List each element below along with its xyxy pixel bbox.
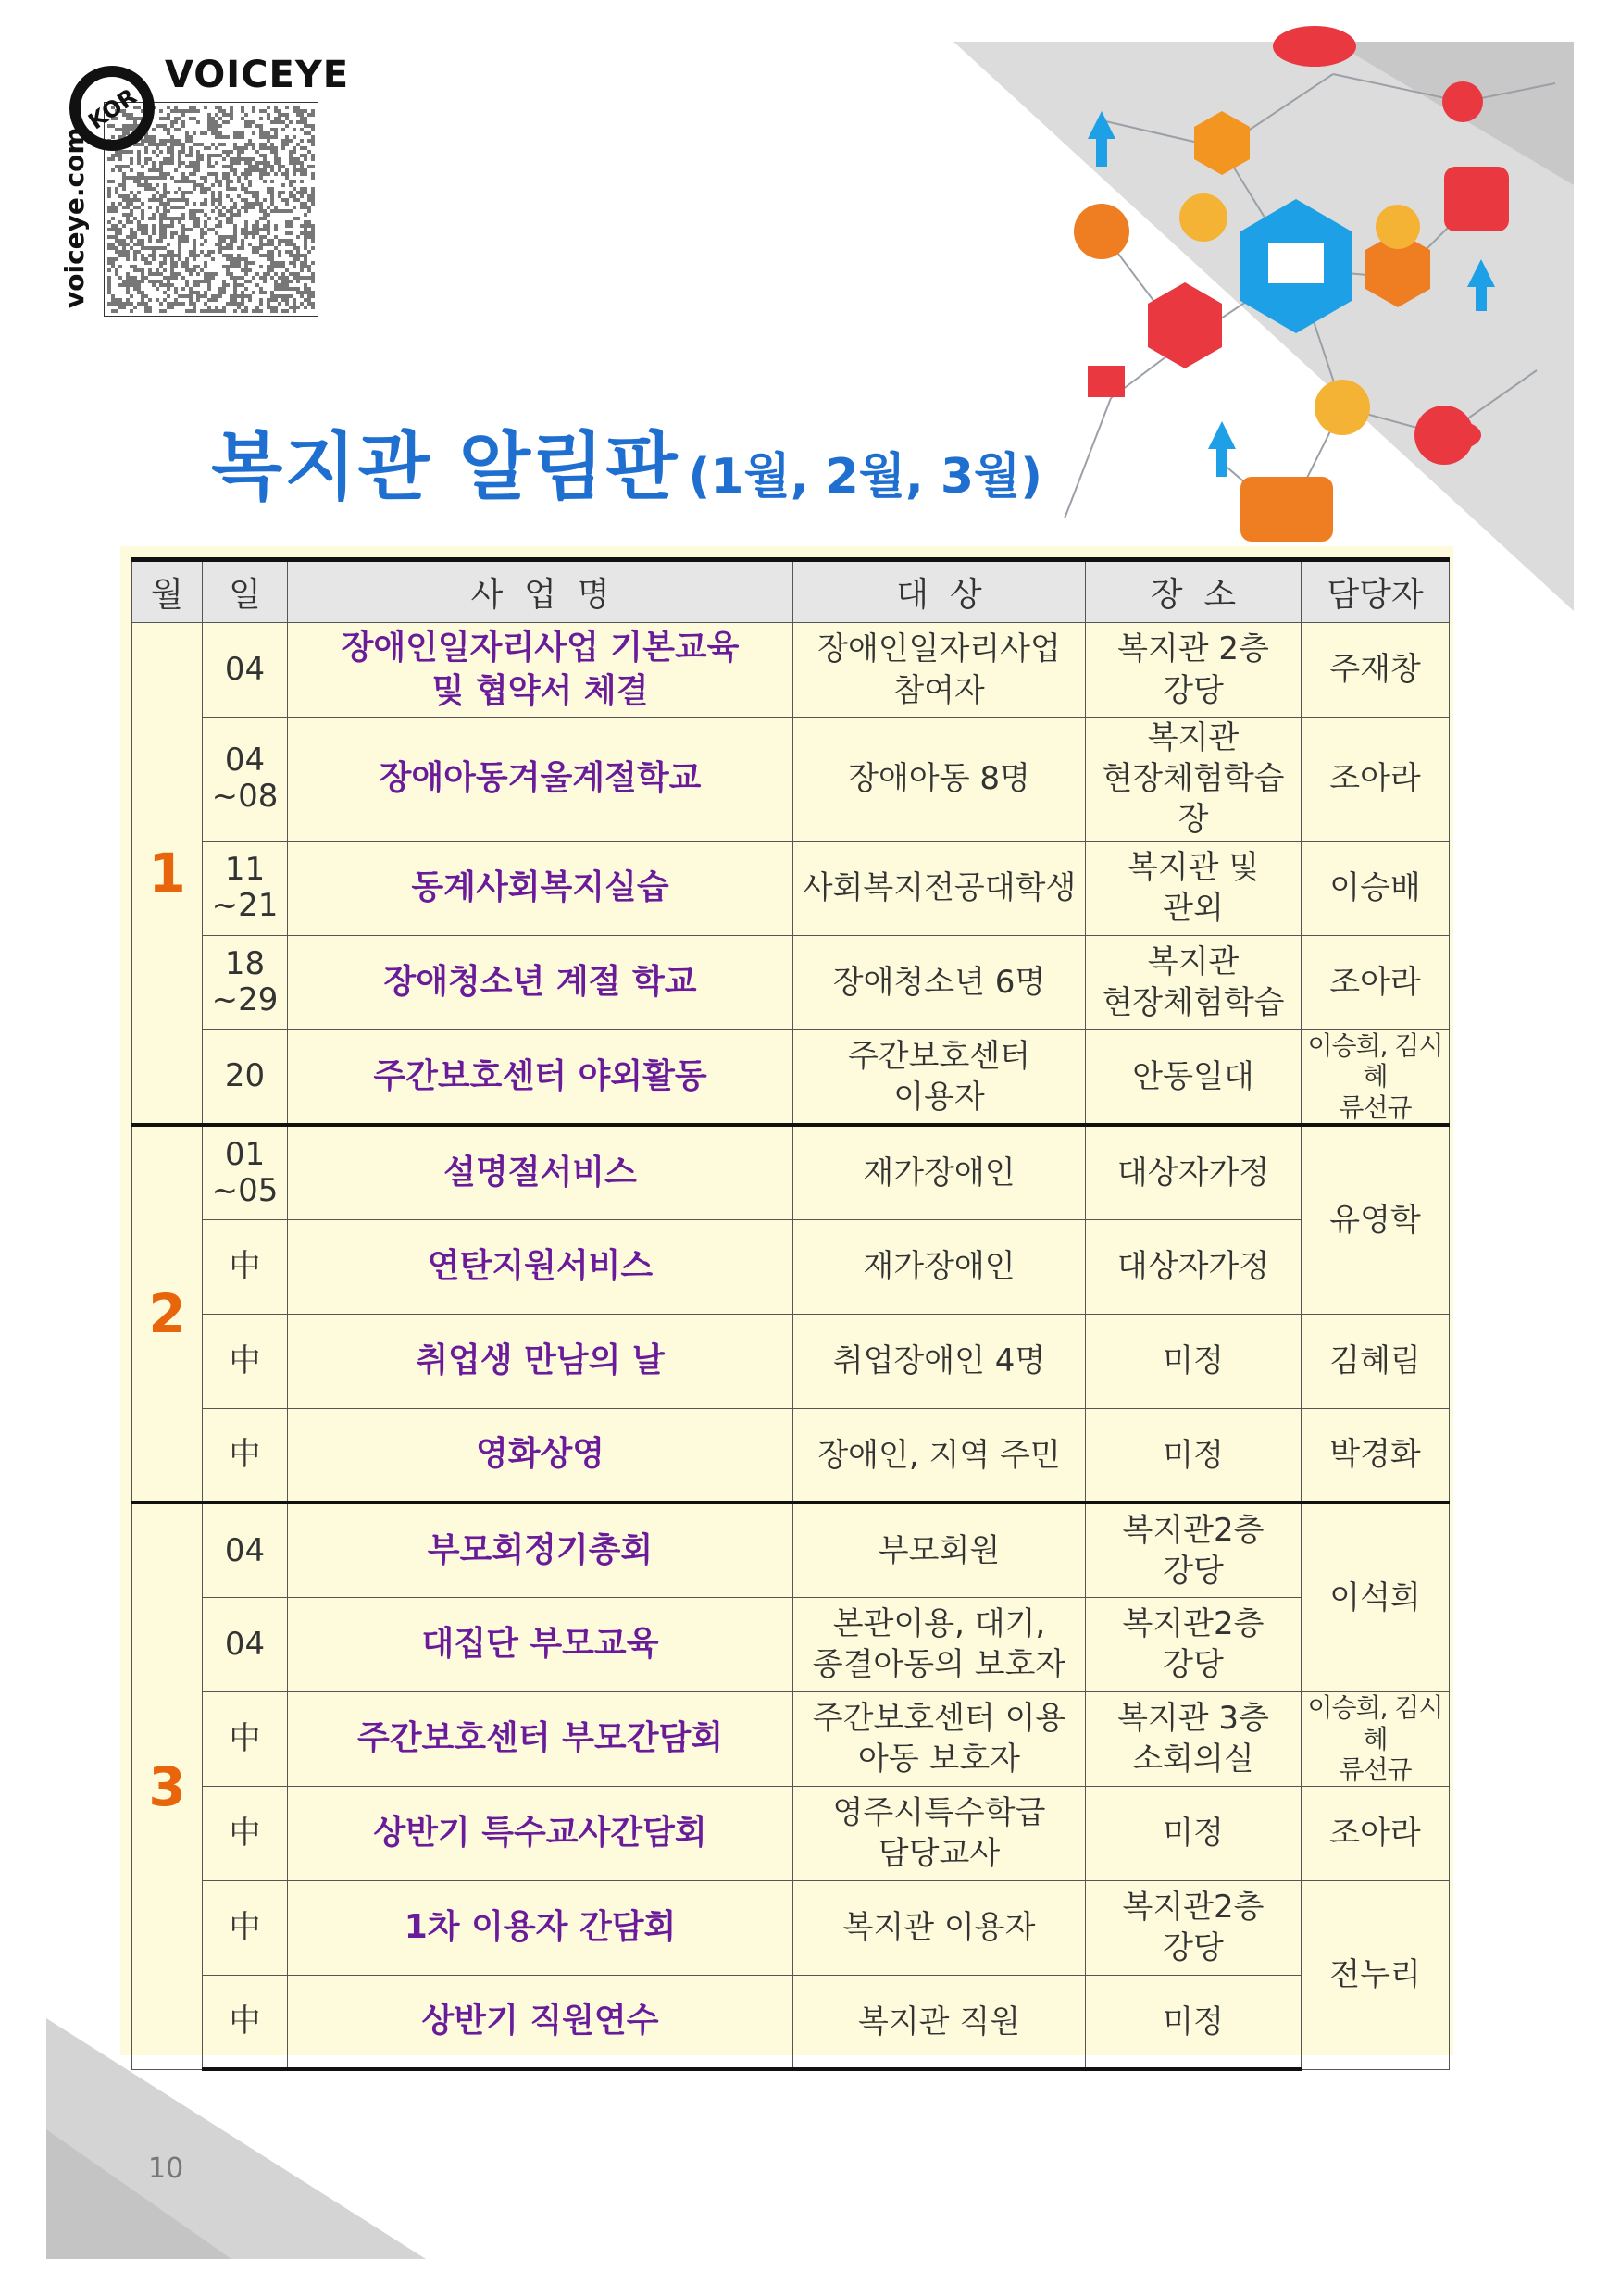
table-row [132,718,1450,842]
staff-cell: 박경화 [1302,1408,1450,1503]
header-month: 월 [132,560,203,623]
header-day: 일 [203,560,288,623]
header-target: 대 상 [793,560,1086,623]
day-cell: 中 [203,1880,288,1975]
day-cell: 中 [203,1691,288,1786]
staff-cell: 주재창 [1302,623,1450,718]
event-cell: 상반기 특수교사간담회 [288,1786,793,1880]
place-cell: 안동일대 [1086,1029,1302,1125]
event-cell: 주간보호센터 부모간담회 [288,1691,793,1786]
event-cell: 영화상영 [288,1408,793,1503]
day-cell: 18 ~29 [203,935,288,1029]
place-cell: 복지관 현장체험학습장 [1086,718,1302,842]
day-cell: 中 [203,1786,288,1880]
table-row [132,1975,1450,2069]
place-cell: 미정 [1086,1314,1302,1408]
place-cell: 복지관2층 강당 [1086,1597,1302,1691]
header-place: 장 소 [1086,560,1302,623]
event-cell: 취업생 만남의 날 [288,1314,793,1408]
table-row [132,841,1450,935]
table-row [132,1880,1450,1975]
event-cell: 장애아동겨울계절학교 [288,718,793,842]
place-cell: 미정 [1086,1975,1302,2069]
target-cell: 복지관 이용자 [793,1880,1086,1975]
place-cell: 대상자가정 [1086,1219,1302,1314]
place-cell: 복지관 2층 강당 [1086,623,1302,718]
schedule-table [131,557,1450,2071]
day-cell: 中 [203,1408,288,1503]
event-cell: 부모회정기총회 [288,1503,793,1597]
event-cell: 장애인일자리사업 기본교육 및 협약서 체결 [288,623,793,718]
staff-cell: 조아라 [1302,935,1450,1029]
table-row [132,1408,1450,1503]
place-cell: 미정 [1086,1786,1302,1880]
day-cell: 04 [203,1503,288,1597]
event-cell: 설명절서비스 [288,1125,793,1219]
target-cell: 장애청소년 6명 [793,935,1086,1029]
staff-cell: 이승희, 김시혜 류선규 [1302,1691,1450,1786]
place-cell: 복지관 현장체험학습 [1086,935,1302,1029]
place-cell: 대상자가정 [1086,1125,1302,1219]
day-cell: 11 ~21 [203,841,288,935]
schedule-table-panel [120,546,1453,2055]
target-cell: 본관이용, 대기, 종결아동의 보호자 [793,1597,1086,1691]
target-cell: 취업장애인 4명 [793,1314,1086,1408]
place-cell: 복지관 및 관외 [1086,841,1302,935]
day-cell: 01 ~05 [203,1125,288,1219]
page-title [211,407,1042,514]
table-row [132,1691,1450,1786]
event-cell: 주간보호센터 야외활동 [288,1029,793,1125]
staff-cell: 김혜림 [1302,1314,1450,1408]
target-cell: 부모회원 [793,1503,1086,1597]
target-cell: 주간보호센터 이용자 [793,1029,1086,1125]
header-event: 사 업 명 [288,560,793,623]
place-cell: 미정 [1086,1408,1302,1503]
target-cell: 영주시특수학급 담당교사 [793,1786,1086,1880]
staff-cell: 전누리 [1302,1880,1450,2069]
event-cell: 상반기 직원연수 [288,1975,793,2069]
day-cell: 04 [203,623,288,718]
staff-cell: 이석희 [1302,1503,1450,1691]
header-staff: 담당자 [1302,560,1450,623]
event-cell: 대집단 부모교육 [288,1597,793,1691]
page-number: 10 [148,2152,184,2185]
event-cell: 연탄지원서비스 [288,1219,793,1314]
target-cell: 재가장애인 [793,1125,1086,1219]
place-cell: 복지관2층 강당 [1086,1503,1302,1597]
brand-website: voiceye.com [59,127,90,308]
day-cell: 中 [203,1314,288,1408]
table-row [132,1125,1450,1219]
month-cell: 3 [132,1503,203,2069]
day-cell: 04 [203,1597,288,1691]
page-title-main: 복지관 알림판 [211,424,679,510]
target-cell: 장애인, 지역 주민 [793,1408,1086,1503]
staff-cell: 유영학 [1302,1125,1450,1314]
target-cell: 사회복지전공대학생 [793,841,1086,935]
event-cell: 장애청소년 계절 학교 [288,935,793,1029]
staff-cell: 조아라 [1302,718,1450,842]
target-cell: 장애인일자리사업 참여자 [793,623,1086,718]
month-cell: 1 [132,623,203,1126]
table-header-row [132,560,1450,623]
event-cell: 동계사회복지실습 [288,841,793,935]
table-row [132,1503,1450,1597]
day-cell: 20 [203,1029,288,1125]
staff-cell: 이승배 [1302,841,1450,935]
month-cell: 2 [132,1125,203,1503]
kor-badge-text: KOR [83,83,142,135]
event-cell: 1차 이용자 간담회 [288,1880,793,1975]
brand-name: VOICEYE [165,54,350,96]
target-cell: 재가장애인 [793,1219,1086,1314]
day-cell: 中 [203,1219,288,1314]
day-cell: 04 ~08 [203,718,288,842]
staff-cell: 이승희, 김시혜 류선규 [1302,1029,1450,1125]
kor-badge-icon [61,57,163,159]
place-cell: 복지관 3층 소회의실 [1086,1691,1302,1786]
target-cell: 장애아동 8명 [793,718,1086,842]
target-cell: 주간보호센터 이용 아동 보호자 [793,1691,1086,1786]
table-row [132,1219,1450,1314]
table-row [132,1597,1450,1691]
table-row [132,1314,1450,1408]
table-row [132,1029,1450,1125]
place-cell: 복지관2층 강당 [1086,1880,1302,1975]
page-title-sub: (1월, 2월, 3월) [688,449,1043,505]
target-cell: 복지관 직원 [793,1975,1086,2069]
day-cell: 中 [203,1975,288,2069]
staff-cell: 조아라 [1302,1786,1450,1880]
table-row [132,623,1450,718]
table-row [132,935,1450,1029]
table-row [132,1786,1450,1880]
table-body [132,623,1450,2070]
